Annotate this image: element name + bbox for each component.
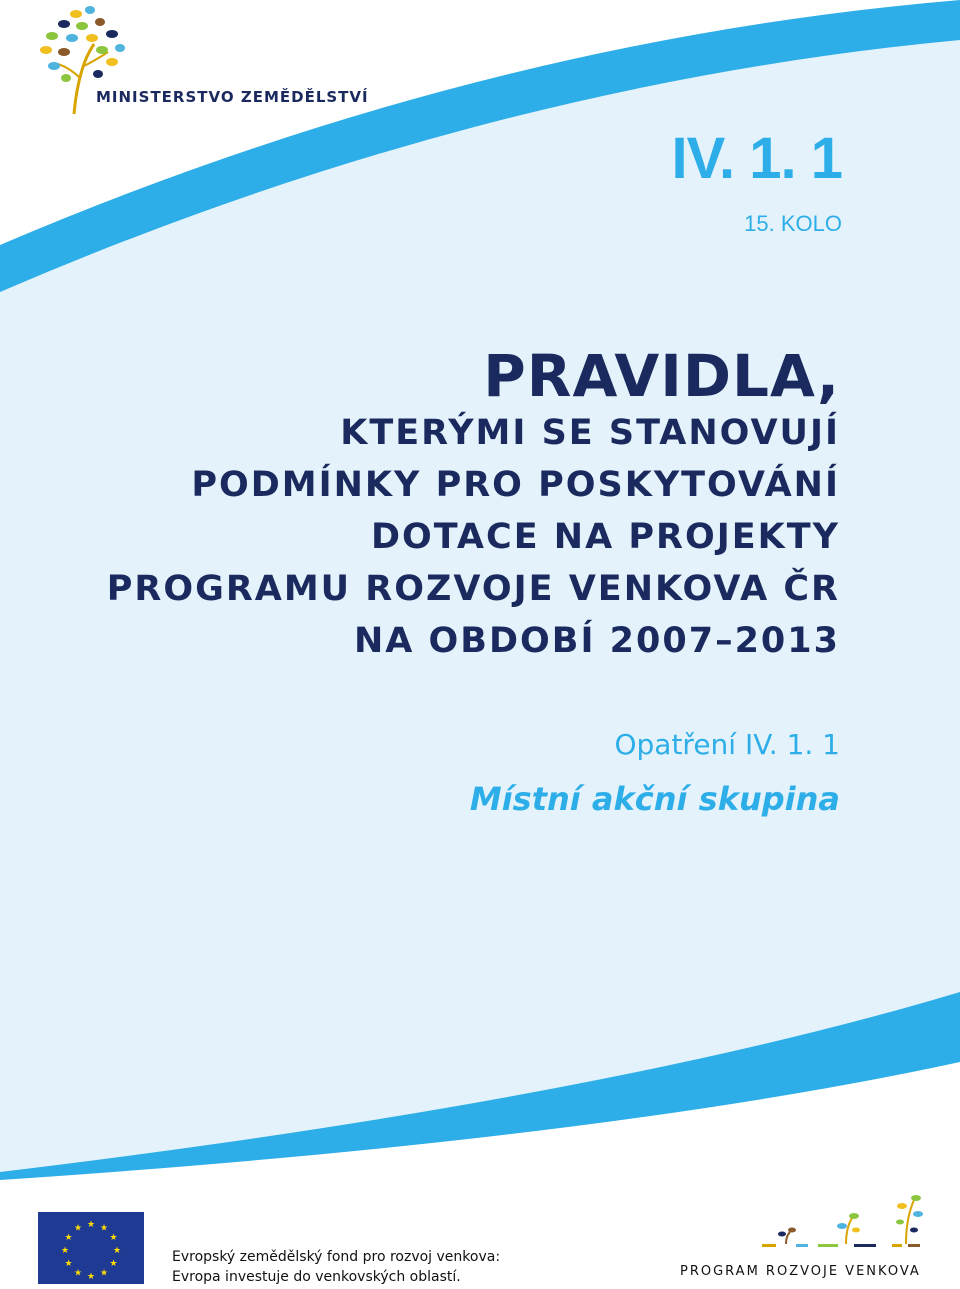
svg-text:★: ★ <box>73 1223 83 1234</box>
eu-text-line-1: Evropský zemědělský fond pro rozvoj venkova: <box>172 1249 501 1265</box>
program-name: PROGRAM ROZVOJE VENKOVA <box>680 1264 921 1279</box>
measure-name: Místní akční skupina <box>469 780 840 818</box>
svg-text:★: ★ <box>109 1233 118 1243</box>
measure-label: Opatření IV. 1. 1 <box>614 728 840 761</box>
round-label: 15. KOLO <box>744 211 842 236</box>
svg-text:★: ★ <box>86 1272 96 1282</box>
measure-code: IV. 1. 1 <box>671 126 842 191</box>
svg-text:★: ★ <box>73 1268 83 1279</box>
title-line-3: DOTACE NA PROJEKTY <box>370 517 840 557</box>
title-line-5: NA OBDOBÍ 2007–2013 <box>353 621 840 661</box>
svg-text:★: ★ <box>64 1259 73 1269</box>
svg-text:★: ★ <box>99 1223 109 1234</box>
title-main: PRAVIDLA, <box>483 342 840 410</box>
title-block <box>106 342 840 667</box>
svg-text:★: ★ <box>112 1246 122 1256</box>
sprout-logo-icon <box>756 1192 926 1258</box>
eu-fund-text <box>172 1247 500 1287</box>
title-line-2: PODMÍNKY PRO POSKYTOVÁNÍ <box>191 465 840 505</box>
title-line-1: KTERÝMI SE STANOVUJÍ <box>340 413 840 453</box>
title-line-4: PROGRAMU ROZVOJE VENKOVA ČR <box>106 569 840 609</box>
svg-text:★: ★ <box>109 1259 118 1269</box>
svg-text:★: ★ <box>86 1220 96 1230</box>
svg-text:★: ★ <box>64 1233 73 1243</box>
svg-text:★: ★ <box>99 1268 109 1279</box>
eu-flag-icon <box>38 1212 144 1284</box>
eu-text-line-2: Evropa investuje do venkovských oblastí. <box>172 1269 461 1285</box>
svg-text:★: ★ <box>60 1246 70 1256</box>
ministry-name: MINISTERSTVO ZEMĚDĚLSTVÍ <box>96 88 369 106</box>
